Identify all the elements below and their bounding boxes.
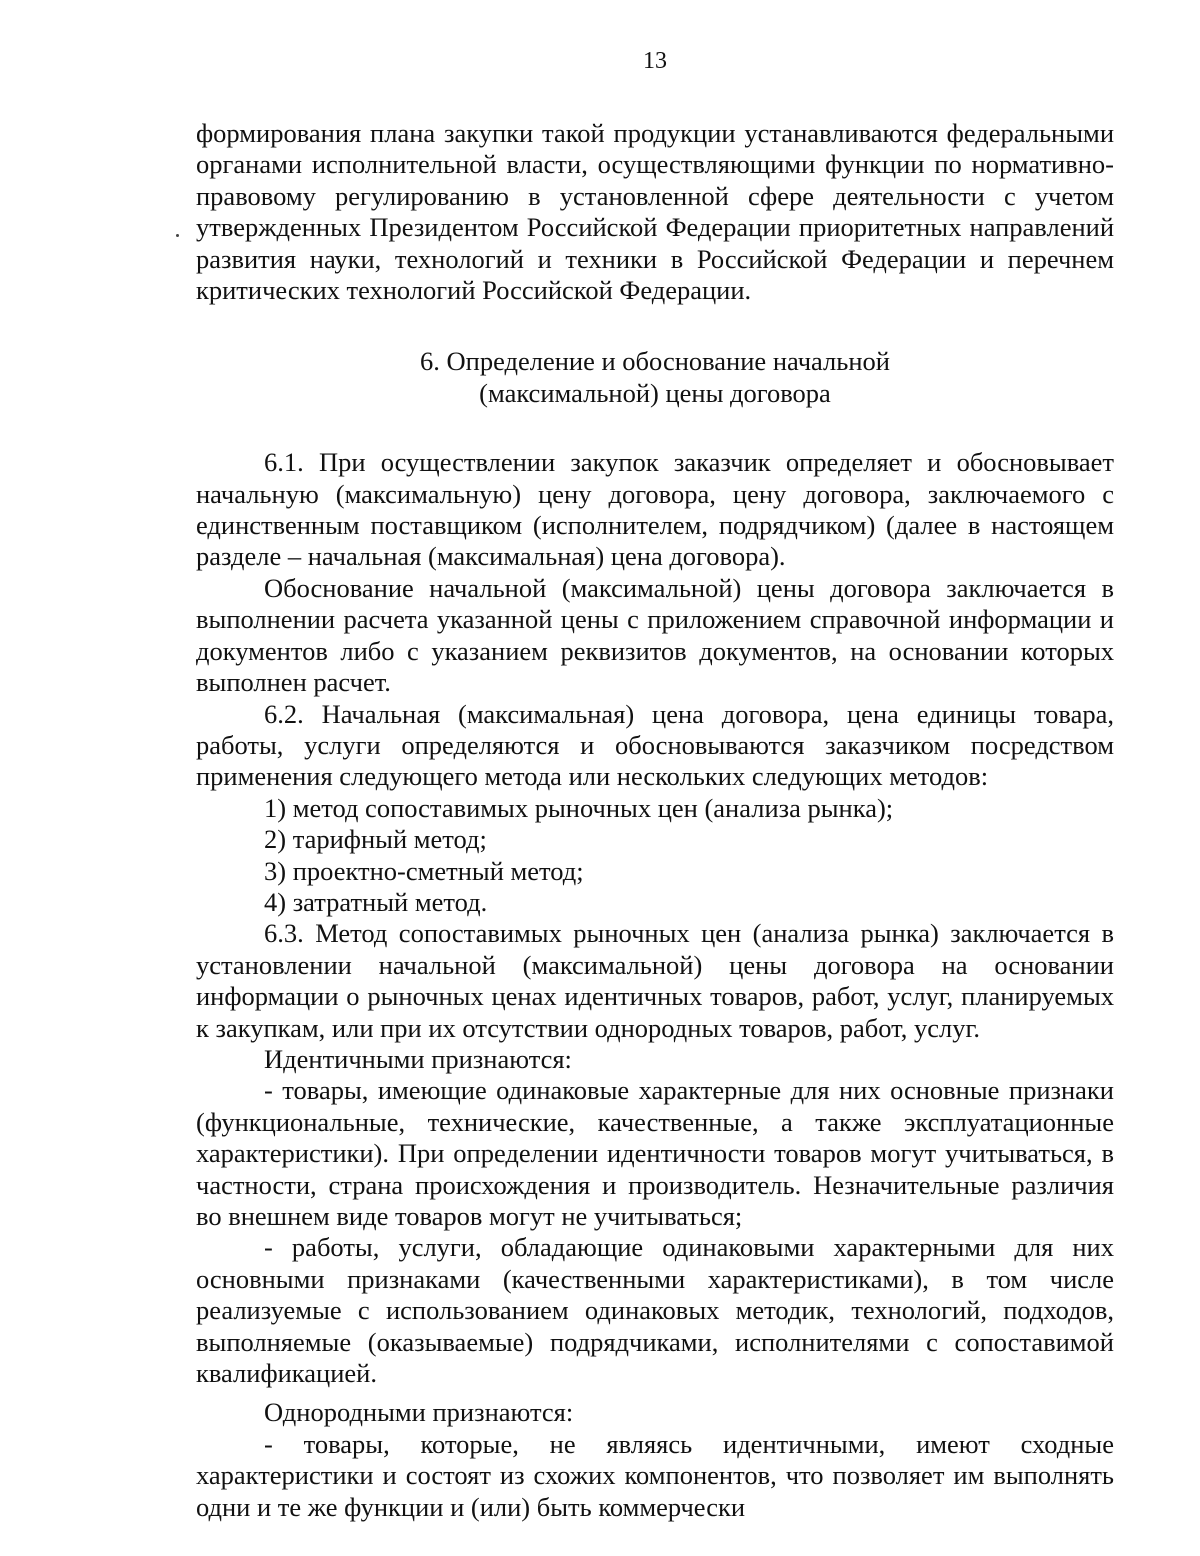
paragraph-6-3: 6.3. Метод сопоставимых рыночных цен (анализа рынка) заключается в установлении начальной (максимальной) цены договора на основании информации о рыночных ценах идентичных товаров, работ, услуг, планируемых к закупкам, или при их отсутствии однородных товаров, работ, услуг. (196, 918, 1114, 1043)
identical-works: - работы, услуги, обладающие одинаковыми характерными для них основными признаками (качественными характеристиками), в том числе реализуемые с использованием одинаковых методик, технологий, подходов, выполняемые (оказываемые) подрядчиками, исполнителями с сопоставимой квалификацией. (196, 1232, 1114, 1389)
homogeneous-goods: - товары, которые, не являясь идентичными, имеют сходные характеристики и состоят из схожих компонентов, что позволяет им выполнять одни и те же функции и (или) быть коммерчески (196, 1428, 1114, 1522)
paragraph-6-1: 6.1. При осуществлении закупок заказчик определяет и обосновывает начальную (максимальную) цену договора, цену договора, заключаемого с единственным поставщиком (исполнителем, подрядчиком) (далее в настоящем разделе – начальная (максимальная) цена договора). (196, 447, 1114, 572)
section-heading (196, 346, 1114, 409)
method-item: 1) метод сопоставимых рыночных цен (анализа рынка); (264, 792, 894, 823)
page-number: 13 (643, 48, 667, 74)
section-heading-line2: (максимальной) цены договора (479, 377, 831, 408)
method-item: 3) проектно-сметный метод; (264, 855, 584, 886)
section-heading-line1: 6. Определение и обоснование начальной (420, 346, 890, 377)
margin-mark (176, 234, 179, 237)
paragraph-6-2: 6.2. Начальная (максимальная) цена договора, цена единицы товара, работы, услуги определяются и обосновываются заказчиком посредством применения следующего метода или нескольких следующих методов: (196, 698, 1114, 792)
intro-paragraph: формирования плана закупки такой продукции устанавливаются федеральными органами исполнительной власти, осуществляющими функции по нормативно-правовому регулированию в установленной сфере деятельности с учетом утвержденных Президентом Российской Федерации приоритетных направлений развития науки, технологий и техники в Российской Федерации и перечнем критических технологий Российской Федерации. (196, 118, 1114, 306)
paragraph-6-1-justification: Обоснование начальной (максимальной) цены договора заключается в выполнении расчета указанной цены с приложением справочной информации и документов либо с указанием реквизитов документов, на основании которых выполнен расчет. (196, 572, 1114, 698)
method-item: 4) затратный метод. (264, 886, 488, 917)
document-body (196, 118, 1114, 1523)
identical-title: Идентичными признаются: (264, 1043, 572, 1074)
identical-goods: - товары, имеющие одинаковые характерные для них основные признаки (функциональные, технические, качественные, а также эксплуатационные характеристики). При определении идентичности товаров могут учитываться, в частности, страна происхождения и производитель. Незначительные различия во внешнем виде товаров могут не учитываться; (196, 1075, 1114, 1231)
homogeneous-title: Однородными признаются: (264, 1397, 574, 1428)
method-item: 2) тарифный метод; (264, 824, 487, 855)
